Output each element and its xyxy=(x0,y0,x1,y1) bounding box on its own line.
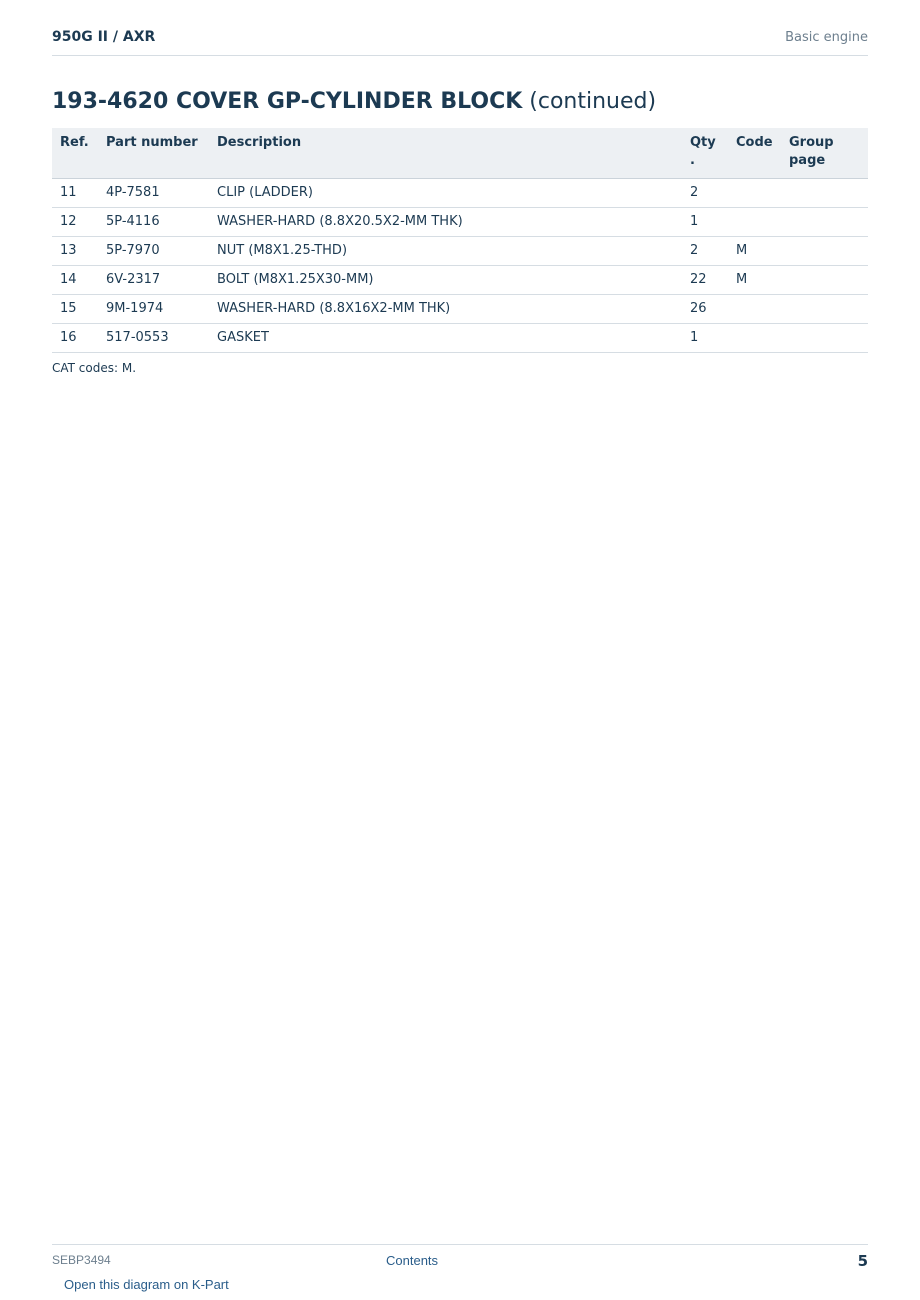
table-row xyxy=(52,208,868,237)
code-cell xyxy=(728,179,781,208)
column-header-description: Description xyxy=(209,128,682,179)
description-cell: BOLT (M8X1.25X30-MM) xyxy=(209,266,682,295)
ref-cell: 15 xyxy=(52,295,98,324)
qty-cell: 2 xyxy=(682,179,728,208)
ref-cell: 12 xyxy=(52,208,98,237)
ref-cell: 14 xyxy=(52,266,98,295)
table-row xyxy=(52,266,868,295)
table-row xyxy=(52,324,868,353)
group-page-cell xyxy=(781,237,868,266)
contents-link[interactable]: Contents xyxy=(386,1253,439,1268)
group-page-cell xyxy=(781,266,868,295)
code-cell xyxy=(728,324,781,353)
document-id: SEBP3494 xyxy=(52,1253,111,1267)
column-header-qty: Qty . xyxy=(682,128,728,179)
description-cell: NUT (M8X1.25-THD) xyxy=(209,237,682,266)
column-header-group-page: Group page xyxy=(781,128,868,179)
description-cell: CLIP (LADDER) xyxy=(209,179,682,208)
page-number: 5 xyxy=(857,1252,868,1270)
parts-table-header xyxy=(52,128,868,179)
code-cell: M xyxy=(728,237,781,266)
page-header xyxy=(52,29,868,56)
footer-divider xyxy=(52,1244,868,1245)
group-page-cell xyxy=(781,295,868,324)
cat-codes-note: CAT codes: M. xyxy=(52,361,137,375)
code-cell: M xyxy=(728,266,781,295)
assembly-title: 193-4620 COVER GP-CYLINDER BLOCK xyxy=(52,89,523,114)
code-cell xyxy=(728,295,781,324)
title-suffix: (continued) xyxy=(529,89,657,114)
part-number-cell: 517-0553 xyxy=(98,324,209,353)
part-number-cell: 5P-7970 xyxy=(98,237,209,266)
description-cell: WASHER-HARD (8.8X16X2-MM THK) xyxy=(209,295,682,324)
machine-model: 950G II / AXR xyxy=(52,29,156,45)
table-row xyxy=(52,179,868,208)
open-kpart-link[interactable]: Open this diagram on K-Part xyxy=(64,1277,229,1292)
ref-cell: 11 xyxy=(52,179,98,208)
page-title xyxy=(52,89,656,114)
qty-cell: 2 xyxy=(682,237,728,266)
ref-cell: 16 xyxy=(52,324,98,353)
qty-cell: 1 xyxy=(682,324,728,353)
code-cell xyxy=(728,208,781,237)
part-number-cell: 4P-7581 xyxy=(98,179,209,208)
group-page-cell xyxy=(781,324,868,353)
qty-cell: 26 xyxy=(682,295,728,324)
part-number-cell: 6V-2317 xyxy=(98,266,209,295)
qty-cell: 22 xyxy=(682,266,728,295)
description-cell: WASHER-HARD (8.8X20.5X2-MM THK) xyxy=(209,208,682,237)
parts-table xyxy=(52,128,868,353)
group-page-cell xyxy=(781,179,868,208)
parts-table-body xyxy=(52,179,868,353)
table-row xyxy=(52,295,868,324)
column-header-part-number: Part number xyxy=(98,128,209,179)
table-row xyxy=(52,237,868,266)
qty-cell: 1 xyxy=(682,208,728,237)
ref-cell: 13 xyxy=(52,237,98,266)
column-header-ref: Ref. xyxy=(52,128,98,179)
column-header-code: Code xyxy=(728,128,781,179)
part-number-cell: 5P-4116 xyxy=(98,208,209,237)
part-number-cell: 9M-1974 xyxy=(98,295,209,324)
description-cell: GASKET xyxy=(209,324,682,353)
section-name: Basic engine xyxy=(785,30,868,45)
group-page-cell xyxy=(781,208,868,237)
